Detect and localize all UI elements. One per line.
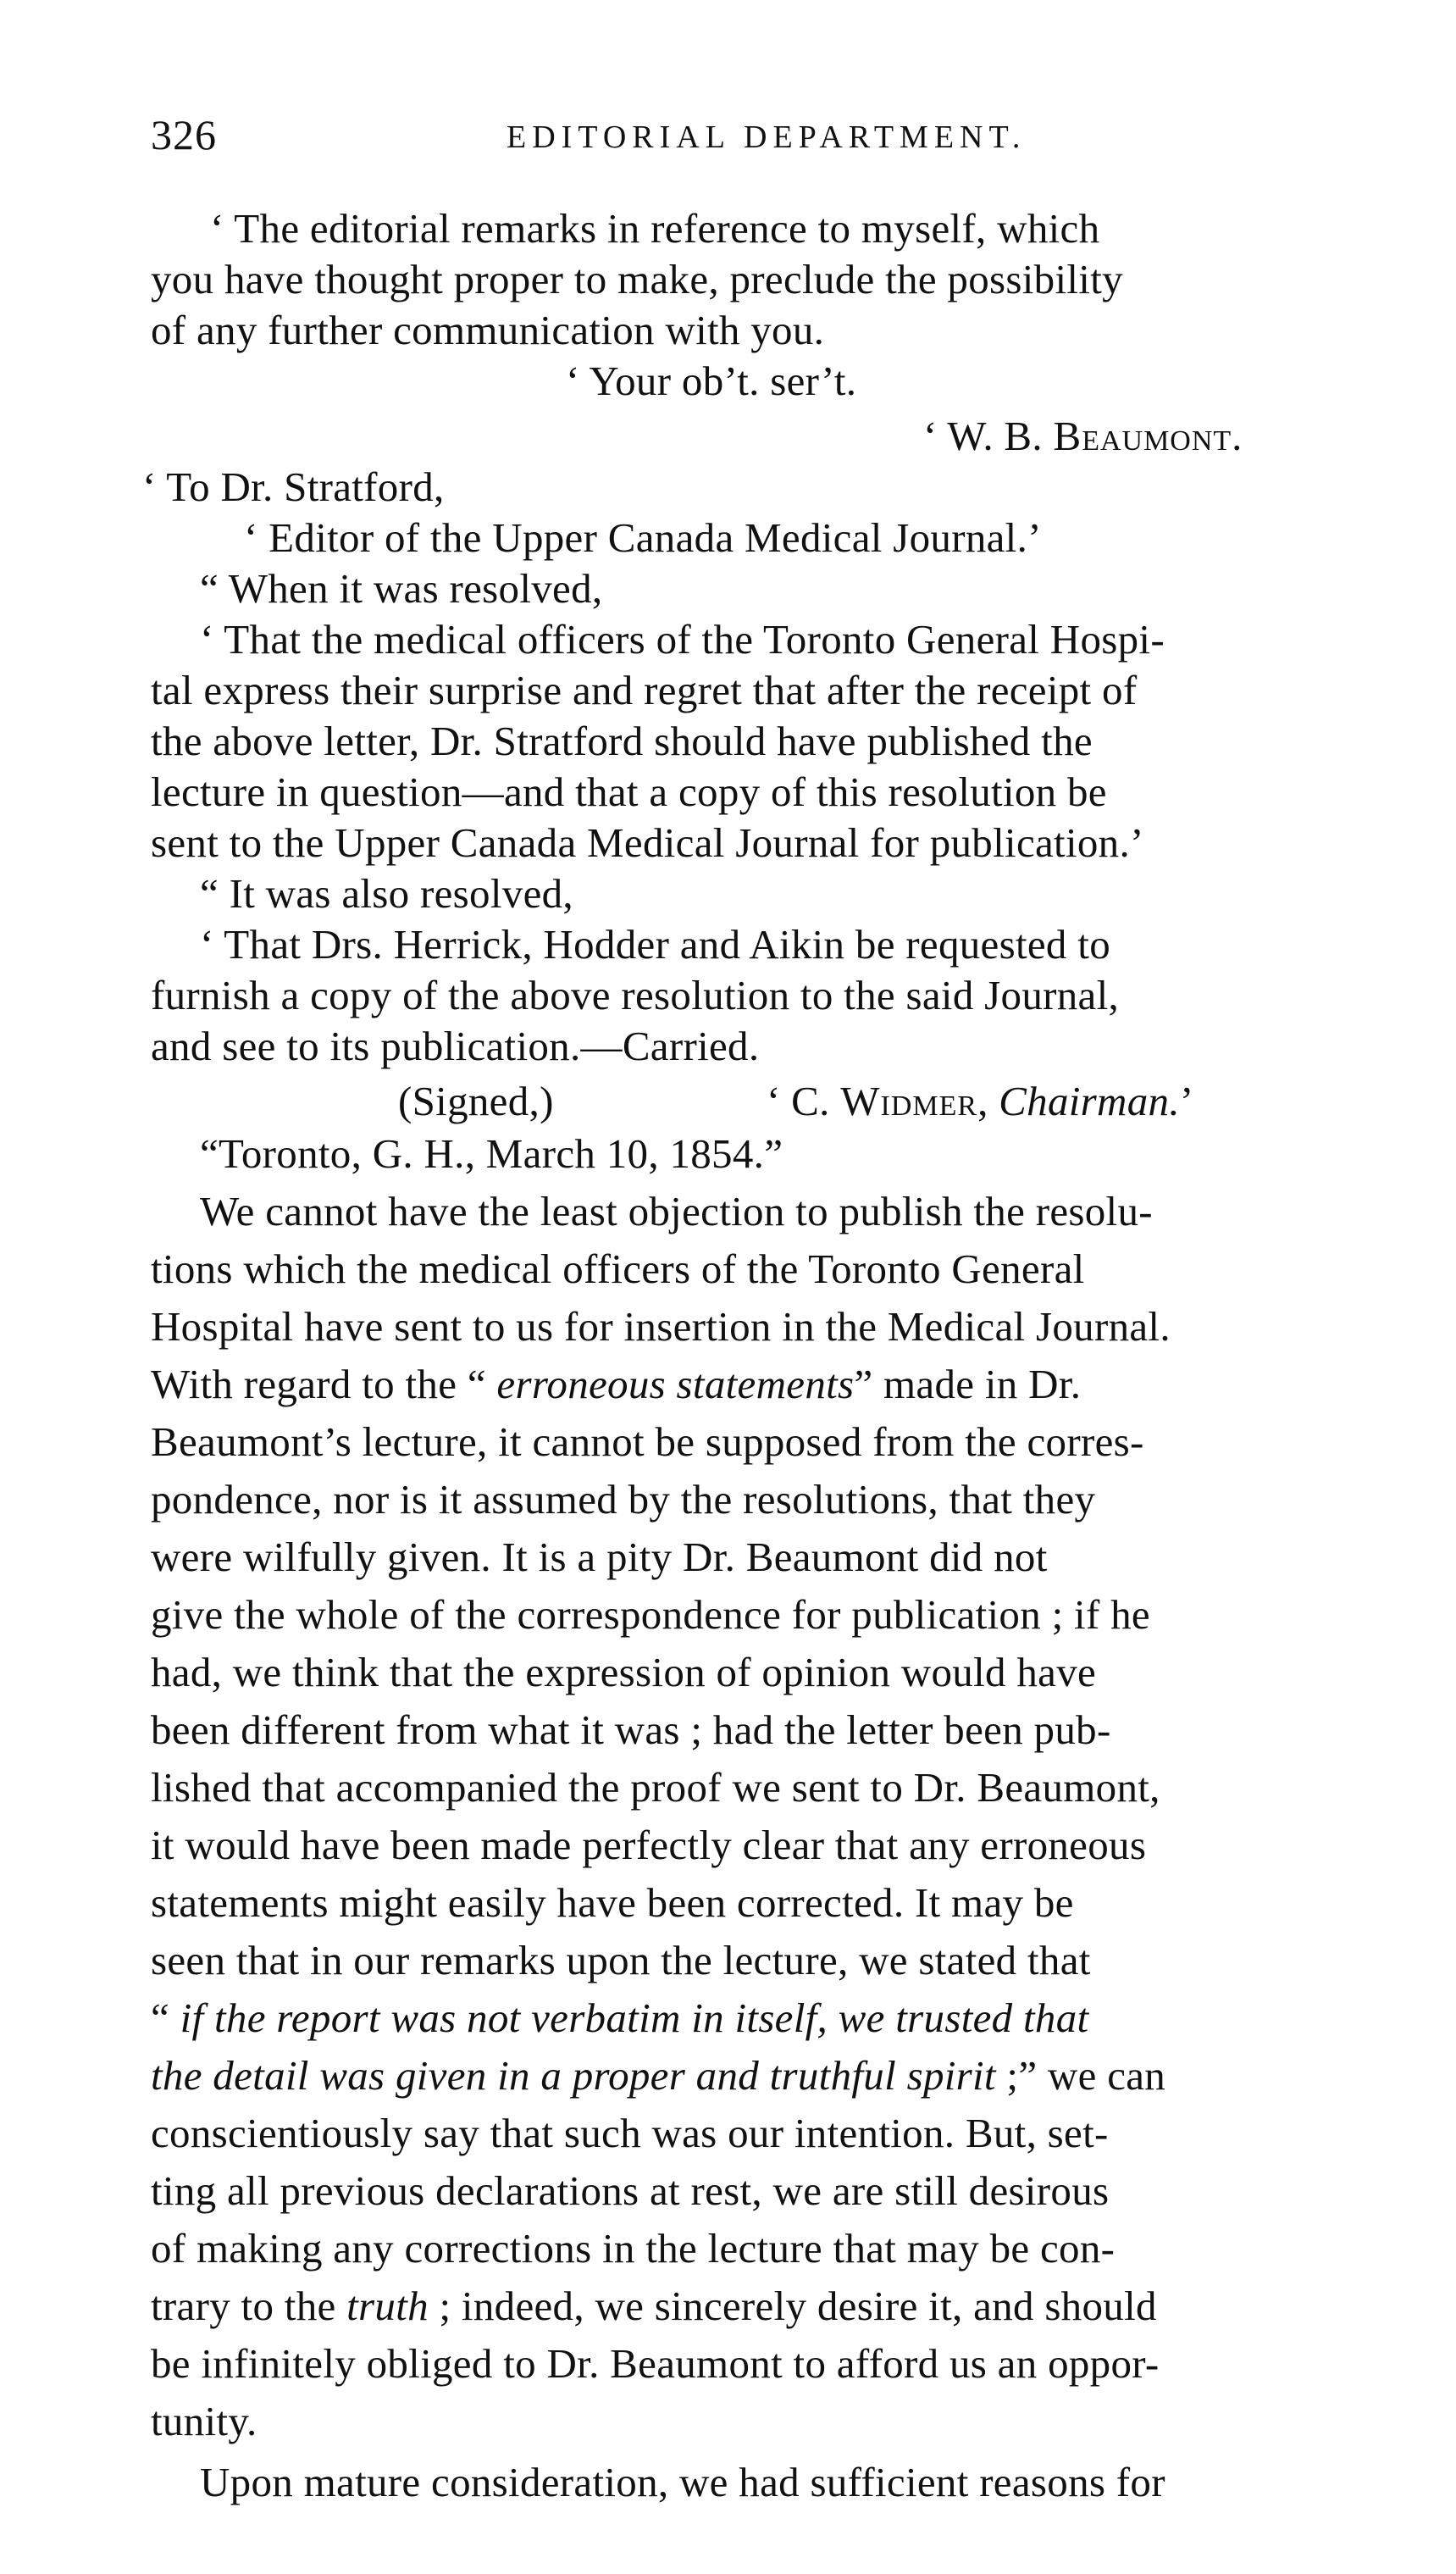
l20-text-a: trary to the	[151, 2283, 347, 2329]
running-header	[151, 110, 1387, 169]
l15-italic: if the report was not verbatim in itself, we trusted that	[180, 1994, 1089, 2041]
editorial-line-14: seen that in our remarks upon the lecture, we stated that	[151, 1937, 1091, 1983]
resolution-2-line-3: and see to its publication.—Carried.	[151, 1023, 760, 1069]
letter-line-2: you have thought proper to make, preclude the possibility	[151, 256, 1123, 302]
signature-name: Beaumont.	[1053, 413, 1243, 459]
chair-close-quote: ’	[1179, 1078, 1194, 1124]
letter-line-3: of any further communication with you.	[151, 307, 825, 353]
editorial-line-18: ting all previous declarations at rest, we are still desirous	[151, 2167, 1110, 2214]
resolution-1-line-5: sent to the Upper Canada Medical Journal for publication.’	[151, 819, 1144, 866]
editorial-line-17: conscientiously say that such was our intention. But, set-	[151, 2110, 1109, 2156]
signed-label: (Signed,)	[398, 1078, 554, 1124]
resolution-1-intro: “ When it was resolved,	[200, 565, 603, 612]
running-title: EDITORIAL DEPARTMENT.	[507, 119, 1027, 155]
l4-text-c: ” made in Dr.	[854, 1361, 1082, 1407]
editorial-line-8: give the whole of the correspondence for publication ; if he	[151, 1591, 1150, 1638]
resolution-1-line-1: ‘ That the medical officers of the Toronto General Hospi-	[200, 616, 1165, 663]
letter-editor-line: ‘ Editor of the Upper Canada Medical Journal.’	[244, 514, 1042, 561]
editorial-line-10: been different from what it was ; had the letter been pub-	[151, 1706, 1111, 1753]
l20-italic: truth	[346, 2283, 429, 2329]
editorial-line-21: be infinitely obliged to Dr. Beaumont to afford us an oppor-	[151, 2340, 1160, 2387]
l16-italic: the detail was given in a proper and truthful spirit	[151, 2052, 996, 2099]
editorial-line-11: lished that accompanied the proof we sent to Dr. Beaumont,	[151, 1764, 1160, 1811]
editorial-line-5: Beaumont’s lecture, it cannot be supposed from the corres-	[151, 1418, 1144, 1465]
letter-addressee: ‘ To Dr. Stratford,	[142, 463, 445, 510]
resolution-1-line-3: the above letter, Dr. Stratford should have published the	[151, 718, 1093, 764]
editorial-line-23: Upon mature consideration, we had sufficient reasons for	[200, 2459, 1165, 2505]
editorial-line-4	[151, 1359, 1081, 1410]
editorial-line-20	[151, 2281, 1157, 2332]
editorial-line-15	[151, 1993, 1088, 2044]
signature-prefix: ‘ W. B.	[923, 413, 1054, 459]
letter-signature	[923, 411, 1243, 462]
resolution-2-line-2: furnish a copy of the above resolution to the said Journal,	[151, 972, 1120, 1018]
l16-text: ;” we can	[995, 2052, 1166, 2099]
dateline: “Toronto, G. H., March 10, 1854.”	[200, 1130, 783, 1177]
editorial-line-16	[151, 2050, 1165, 2101]
editorial-line-6: pondence, nor is it assumed by the resolutions, that they	[151, 1476, 1096, 1523]
l4-text-a: With regard to the “	[151, 1361, 497, 1407]
editorial-line-22: tunity.	[151, 2398, 257, 2444]
letter-line-1: ‘ The editorial remarks in reference to myself, which	[210, 205, 1100, 252]
chairman-signature	[767, 1076, 1194, 1127]
chair-name: Widmer	[840, 1078, 978, 1124]
editorial-line-2: tions which the medical officers of the Toronto General	[151, 1245, 1085, 1292]
editorial-line-19: of making any corrections in the lecture that may be con-	[151, 2225, 1116, 2272]
editorial-line-3: Hospital have sent to us for insertion in the Medical Journal.	[151, 1303, 1171, 1350]
resolution-2-line-1: ‘ That Drs. Herrick, Hodder and Aikin be requested to	[200, 921, 1110, 968]
chair-title: Chairman.	[999, 1078, 1180, 1124]
chair-prefix: ‘ C.	[767, 1078, 841, 1124]
editorial-line-1: We cannot have the least objection to publish the resolu-	[200, 1188, 1153, 1234]
editorial-line-7: were wilfully given. It is a pity Dr. Beaumont did not	[151, 1534, 1048, 1580]
editorial-line-12: it would have been made perfectly clear that any erroneous	[151, 1822, 1147, 1868]
l15-open-quote: “	[151, 1994, 180, 2041]
editorial-line-9: had, we think that the expression of opinion would have	[151, 1649, 1097, 1695]
page-number: 326	[151, 111, 217, 158]
l20-text-c: ; indeed, we sincerely desire it, and should	[428, 2283, 1157, 2329]
l4-italic: erroneous statements	[496, 1361, 855, 1407]
resolution-1-line-2: tal express their surprise and regret that after the receipt of	[151, 667, 1138, 713]
editorial-line-13: statements might easily have been corrected. It may be	[151, 1879, 1074, 1926]
resolution-1-line-4: lecture in question—and that a copy of this resolution be	[151, 768, 1107, 815]
chair-comma: ,	[977, 1078, 999, 1124]
letter-closing: ‘ Your ob’t. ser’t.	[566, 358, 857, 404]
resolution-2-intro: “ It was also resolved,	[200, 870, 573, 917]
